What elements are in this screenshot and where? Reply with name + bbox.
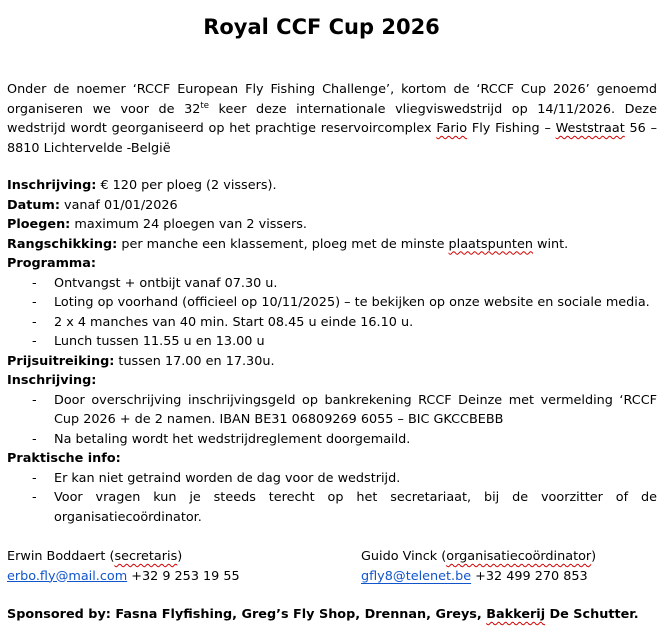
sponsors-rest: De Schutter.	[545, 607, 639, 622]
practical-info-list	[7, 469, 657, 528]
practical-info-label: Praktische info:	[7, 451, 121, 466]
registration-label: Inschrijving:	[7, 178, 97, 193]
phone-number: +32 499 270 853	[471, 568, 588, 584]
list-item: - Er kan niet getraind worden de dag voor de wedstrijd.	[7, 469, 657, 489]
sponsor-flagged-word: Bakkerij	[486, 607, 546, 622]
contact-name-close: )	[591, 549, 597, 564]
list-item: - Ontvangst + ontbijt vanaf 07.30 u.	[7, 274, 657, 294]
contact-name-close: )	[177, 549, 183, 564]
programme-label: Programma:	[7, 256, 97, 271]
contact-name-text: Erwin Boddaert (	[7, 549, 115, 564]
list-item: - Door overschrijving inschrijvingsgeld op bankrekening RCCF Deinze met vermelding ‘RCCF Cup 2026 + de 2 namen. IBAN BE31 06809269 6055 – BIC GKCCBEBB	[7, 391, 657, 430]
list-item: - Lunch tussen 11.55 u en 13.00 u	[7, 332, 657, 352]
venue-name-rest: Fly Fishing –	[467, 121, 556, 136]
prize-giving-label: Prijsuitreiking:	[7, 353, 115, 369]
programme-list	[7, 274, 657, 352]
prize-giving-line	[7, 352, 657, 372]
registration-fee-line	[7, 176, 657, 196]
sponsors-line	[7, 605, 639, 625]
sponsors-text: Sponsored by: Fasna Flyfishing, Greg’s Fly Shop, Drennan, Greys,	[7, 607, 487, 622]
contact-secretary	[7, 547, 240, 586]
date-label: Datum:	[7, 197, 60, 213]
date-line	[7, 196, 657, 216]
teams-value: maximum 24 ploegen van 2 vissers.	[70, 217, 307, 232]
registration-how-label: Inschrijving:	[7, 373, 97, 388]
street-name-flagged: Weststraat	[555, 121, 625, 136]
ranking-flagged-word: plaatspunten	[448, 236, 533, 252]
email-link[interactable]: erbo.fly@mail.com	[7, 568, 128, 584]
registration-value: € 120 per ploeg (2 vissers).	[96, 178, 277, 193]
intro-text-1: Onder de noemer ‘RCCF European Fly Fishing Challenge’, kortom de ‘RCCF Cup 2026’ genoemd organiseren we voor de 32	[7, 82, 657, 117]
contact-role: secretaris	[114, 549, 178, 564]
list-item: - Voor vragen kun je steeds terecht op het secretariaat, bij de voorzitter of de organisatiecoördinator.	[7, 488, 657, 527]
list-item: - 2 x 4 manches van 40 min. Start 08.45 u einde 16.10 u.	[7, 313, 657, 333]
contact-details	[361, 567, 596, 587]
list-item: - Loting op voorhand (officieel op 10/11/2025) – te bekijken op onze website en sociale media.	[7, 293, 657, 313]
prize-giving-value: tussen 17.00 en 17.30u.	[114, 353, 275, 369]
event-details	[7, 176, 657, 527]
list-item: - Na betaling wordt het wedstrijdreglement doorgemaild.	[7, 430, 657, 450]
email-link[interactable]: gfly8@telenet.be	[361, 568, 472, 584]
contact-name	[361, 547, 596, 567]
ranking-value: per manche een klassement, ploeg met de minste	[117, 236, 449, 252]
ordinal-superscript: te	[200, 100, 209, 111]
date-value: vanaf 01/01/2026	[59, 197, 178, 213]
programme-heading	[7, 254, 657, 274]
contact-name-text: Guido Vinck (	[361, 549, 447, 564]
contact-organiser	[361, 547, 596, 586]
address-rest: 56 – 8810 Lichtervelde -België	[7, 121, 657, 156]
phone-number: +32 9 253 19 55	[127, 568, 240, 584]
teams-label: Ploegen:	[7, 217, 71, 232]
contact-details	[7, 567, 240, 587]
registration-list	[7, 391, 657, 450]
contact-role: organisatiecoördinator	[446, 549, 592, 564]
ranking-end: wint.	[532, 236, 569, 252]
page-title: Royal CCF Cup 2026	[203, 15, 440, 39]
venue-name-flagged: Fario	[436, 121, 468, 136]
ranking-label: Rangschikking:	[7, 236, 118, 252]
teams-line	[7, 215, 657, 235]
registration-heading	[7, 371, 657, 391]
practical-info-heading	[7, 449, 657, 469]
ranking-line	[7, 235, 657, 255]
contact-name	[7, 547, 240, 567]
intro-text-2: keer deze internationale vliegviswedstrijd op 14/11/2026. Deze wedstrijd wordt georganiseerd op het prachtige reservoircomplex	[7, 101, 657, 136]
intro-paragraph	[7, 80, 657, 158]
